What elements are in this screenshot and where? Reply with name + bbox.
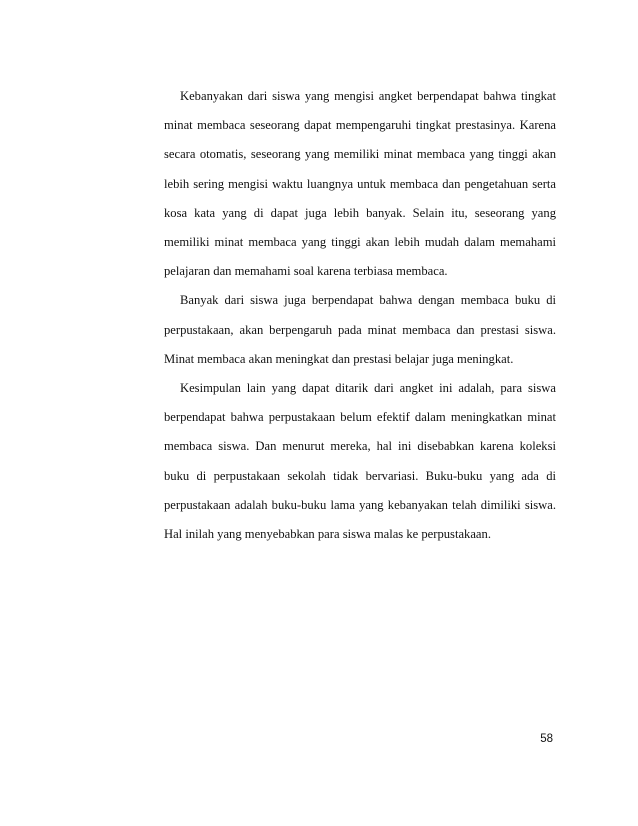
paragraph-3: Kesimpulan lain yang dapat ditarik dari angket ini adalah, para siswa berpendapat bahwa perpustakaan belum efektif dalam meningkatkan minat membaca siswa. Dan menurut mereka, hal ini disebabkan karena koleksi buku di perpustakaan sekolah tidak bervariasi. Buku-buku yang ada di perpustakaan adalah buku-buku lama yang kebanyakan telah dimiliki siswa. Hal inilah yang menyebabkan para siswa malas ke perpustakaan. bbox=[164, 381, 556, 542]
body-text bbox=[164, 82, 556, 549]
paragraph-2: Banyak dari siswa juga berpendapat bahwa dengan membaca buku di perpustakaan, akan berpengaruh pada minat membaca dan prestasi siswa. Minat membaca akan meningkat dan prestasi belajar juga meningkat. bbox=[164, 293, 556, 366]
page-number: 58 bbox=[540, 733, 553, 745]
paragraph-1: Kebanyakan dari siswa yang mengisi angket berpendapat bahwa tingkat minat membaca seseorang dapat mempengaruhi tingkat prestasinya. Karena secara otomatis, seseorang yang memiliki minat membaca yang tinggi akan lebih sering mengisi waktu luangnya untuk membaca dan pengetahuan serta kosa kata yang di dapat juga lebih banyak. Selain itu, seseorang yang memiliki minat membaca yang tinggi akan lebih mudah dalam memahami pelajaran dan memahami soal karena terbiasa membaca. bbox=[164, 89, 556, 279]
